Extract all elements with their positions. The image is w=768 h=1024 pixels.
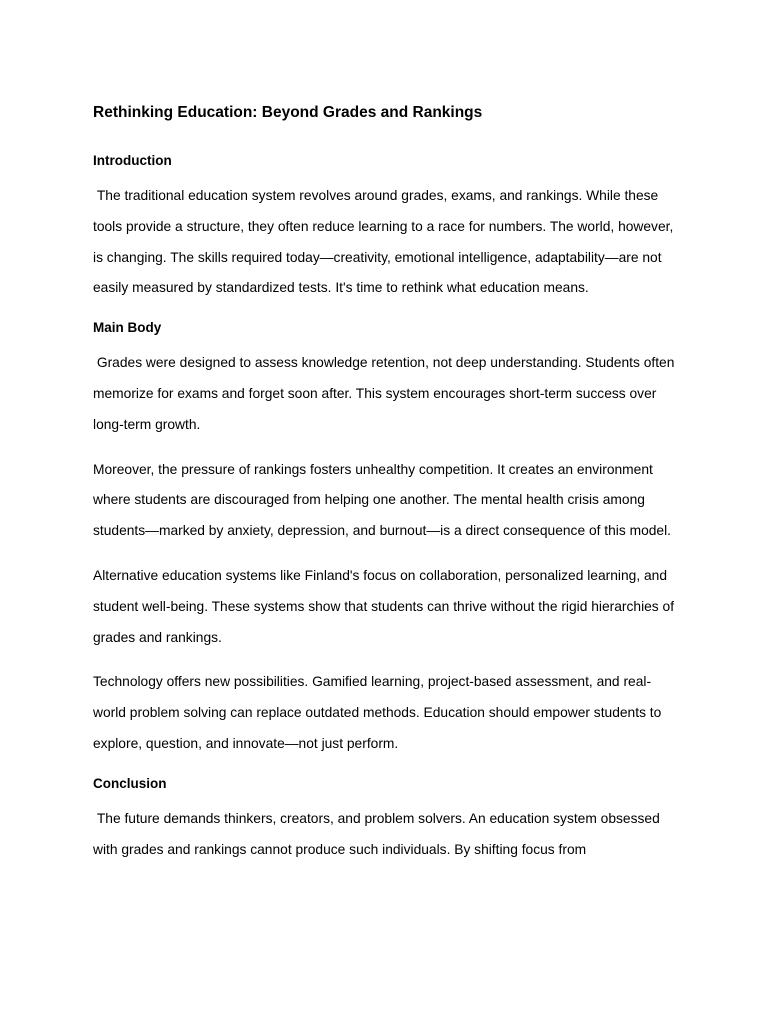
paragraph: The future demands thinkers, creators, and problem solvers. An education system obsessed with grades and rankings cannot produce such individuals. By shifting focus from (93, 810, 664, 857)
section-main-body (93, 318, 683, 760)
paragraph: Alternative education systems like Finland's focus on collaboration, personalized learning, and student well-being. These systems show that students can thrive without the rigid hierarchies of grades and rankings. (93, 567, 678, 645)
section-heading-main-body: Main Body (93, 320, 162, 336)
paragraph: Moreover, the pressure of rankings fosters unhealthy competition. It creates an environment where students are discouraged from helping one another. The mental health crisis among students—marked by anxiety, depression, and burnout—is a direct consequence of this model. (93, 461, 672, 539)
document-body (93, 101, 683, 865)
section-introduction (93, 151, 683, 304)
paragraph: Technology offers new possibilities. Gamified learning, project-based assessment, and real-world problem solving can replace outdated methods. Education should empower students to explore, question, and innovate—not just perform. (93, 674, 666, 751)
section-heading-conclusion: Conclusion (93, 775, 167, 791)
paragraph: The traditional education system revolves around grades, exams, and rankings. While these tools provide a structure, they often reduce learning to a race for numbers. The world, however, is changing. The skills required today—creativity, emotional intelligence, adaptability—are not easily measured by standardized tests. It's time to rethink what education means. (93, 188, 678, 296)
section-conclusion (93, 774, 683, 866)
document-title: Rethinking Education: Beyond Grades and Rankings (93, 104, 483, 121)
section-heading-introduction: Introduction (93, 153, 172, 168)
paragraph: Grades were designed to assess knowledge retention, not deep understanding. Students often memorize for exams and forget soon after. This system encourages short-term success over long-term growth. (93, 355, 679, 432)
